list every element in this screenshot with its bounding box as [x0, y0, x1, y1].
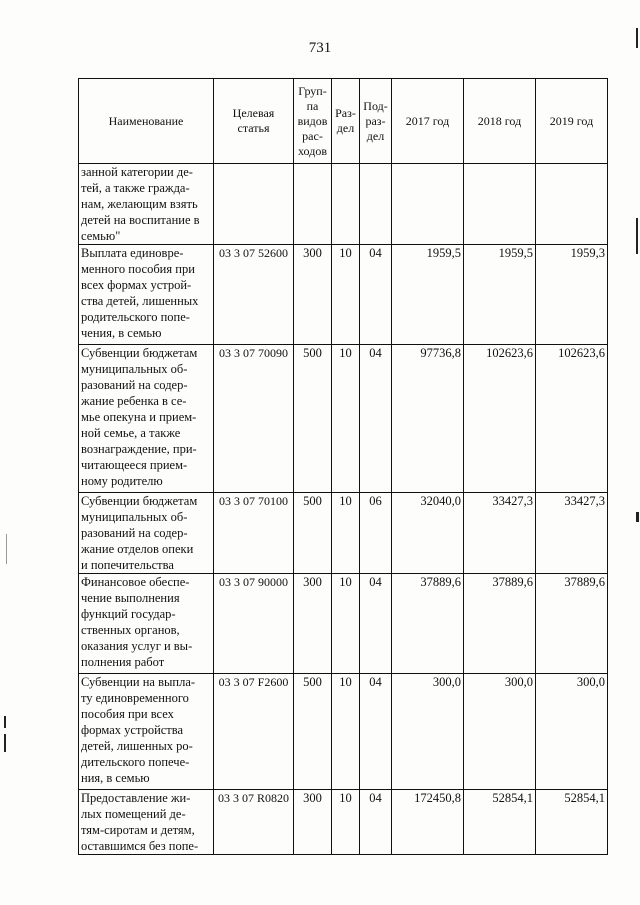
- table-row: [79, 164, 608, 245]
- scan-edge-mark: [4, 740, 6, 752]
- table-row: [79, 790, 608, 855]
- header-2017: 2017 год: [392, 79, 464, 164]
- scan-edge-mark: [6, 534, 7, 564]
- header-section: Раз- дел: [332, 79, 360, 164]
- cell-section: 10: [332, 790, 360, 855]
- header-2019: 2019 год: [536, 79, 608, 164]
- table-body: [79, 164, 608, 855]
- cell-group: [294, 164, 332, 245]
- cell-y2019: 1959,3: [536, 245, 608, 345]
- cell-y2018: 52854,1: [464, 790, 536, 855]
- cell-y2017: 97736,8: [392, 345, 464, 493]
- cell-group: 300: [294, 574, 332, 674]
- header-group: Груп- па видов рас- ходов: [294, 79, 332, 164]
- cell-y2017: 37889,6: [392, 574, 464, 674]
- cell-subsection: 04: [360, 674, 392, 790]
- cell-group: 300: [294, 245, 332, 345]
- header-target: Целевая статья: [214, 79, 294, 164]
- cell-section: 10: [332, 245, 360, 345]
- cell-target: 03 3 07 70100: [214, 493, 294, 574]
- header-row: [79, 79, 608, 164]
- cell-target: 03 3 07 52600: [214, 245, 294, 345]
- cell-target: 03 3 07 F2600: [214, 674, 294, 790]
- header-subsection: Под- раз- дел: [360, 79, 392, 164]
- cell-section: 10: [332, 574, 360, 674]
- cell-name: Субвенции на выпла- ту единовременного пособия при всех формах устройства детей, лишенных ро- дительского попече- ния, в семью: [79, 674, 214, 790]
- cell-target: 03 3 07 70090: [214, 345, 294, 493]
- cell-y2019: [536, 164, 608, 245]
- budget-table: [78, 78, 608, 855]
- cell-y2017: [392, 164, 464, 245]
- table-row: [79, 345, 608, 493]
- cell-y2017: 300,0: [392, 674, 464, 790]
- cell-section: 10: [332, 674, 360, 790]
- header-2018: 2018 год: [464, 79, 536, 164]
- cell-target: 03 3 07 R0820: [214, 790, 294, 855]
- cell-group: 500: [294, 674, 332, 790]
- cell-group: 500: [294, 345, 332, 493]
- cell-y2019: 37889,6: [536, 574, 608, 674]
- cell-target: [214, 164, 294, 245]
- cell-name: занной категории де- тей, а также гражда- нам, желающим взять детей на воспитание в семью": [79, 164, 214, 245]
- cell-name: Субвенции бюджетам муниципальных об- разований на содер- жание ребенка в се- мье опекуна и прием- ной семье, а также вознаграждение, при- читающееся прием- ному родителю: [79, 345, 214, 493]
- cell-y2019: 300,0: [536, 674, 608, 790]
- table-row: [79, 493, 608, 574]
- scan-edge-mark: [636, 28, 638, 48]
- cell-subsection: 04: [360, 574, 392, 674]
- cell-subsection: [360, 164, 392, 245]
- table-row: [79, 574, 608, 674]
- cell-name: Предоставление жи- лых помещений де- тям-сиротам и детям, оставшимся без попе-: [79, 790, 214, 855]
- cell-group: 500: [294, 493, 332, 574]
- cell-subsection: 04: [360, 345, 392, 493]
- cell-subsection: 06: [360, 493, 392, 574]
- scan-edge-mark: [636, 218, 638, 254]
- cell-y2018: [464, 164, 536, 245]
- cell-y2019: 33427,3: [536, 493, 608, 574]
- cell-y2018: 33427,3: [464, 493, 536, 574]
- cell-y2018: 300,0: [464, 674, 536, 790]
- cell-y2019: 102623,6: [536, 345, 608, 493]
- cell-y2017: 32040,0: [392, 493, 464, 574]
- cell-name: Субвенции бюджетам муниципальных об- разований на содер- жание отделов опеки и попечительства: [79, 493, 214, 574]
- cell-y2017: 1959,5: [392, 245, 464, 345]
- page-number: 731: [308, 40, 332, 56]
- cell-section: 10: [332, 493, 360, 574]
- cell-section: [332, 164, 360, 245]
- cell-group: 300: [294, 790, 332, 855]
- scan-edge-mark: [4, 716, 6, 728]
- cell-y2019: 52854,1: [536, 790, 608, 855]
- cell-y2017: 172450,8: [392, 790, 464, 855]
- table-row: [79, 245, 608, 345]
- table-row: [79, 674, 608, 790]
- cell-y2018: 37889,6: [464, 574, 536, 674]
- cell-section: 10: [332, 345, 360, 493]
- scan-edge-mark: [636, 512, 639, 522]
- cell-subsection: 04: [360, 245, 392, 345]
- cell-y2018: 1959,5: [464, 245, 536, 345]
- cell-subsection: 04: [360, 790, 392, 855]
- header-name: Наименование: [79, 79, 214, 164]
- cell-target: 03 3 07 90000: [214, 574, 294, 674]
- cell-name: Выплата единовре- менного пособия при всех формах устрой- ства детей, лишенных родительского попе- чения, в семью: [79, 245, 214, 345]
- cell-name: Финансовое обеспе- чение выполнения функций государ- ственных органов, оказания услуг и вы- полнения работ: [79, 574, 214, 674]
- cell-y2018: 102623,6: [464, 345, 536, 493]
